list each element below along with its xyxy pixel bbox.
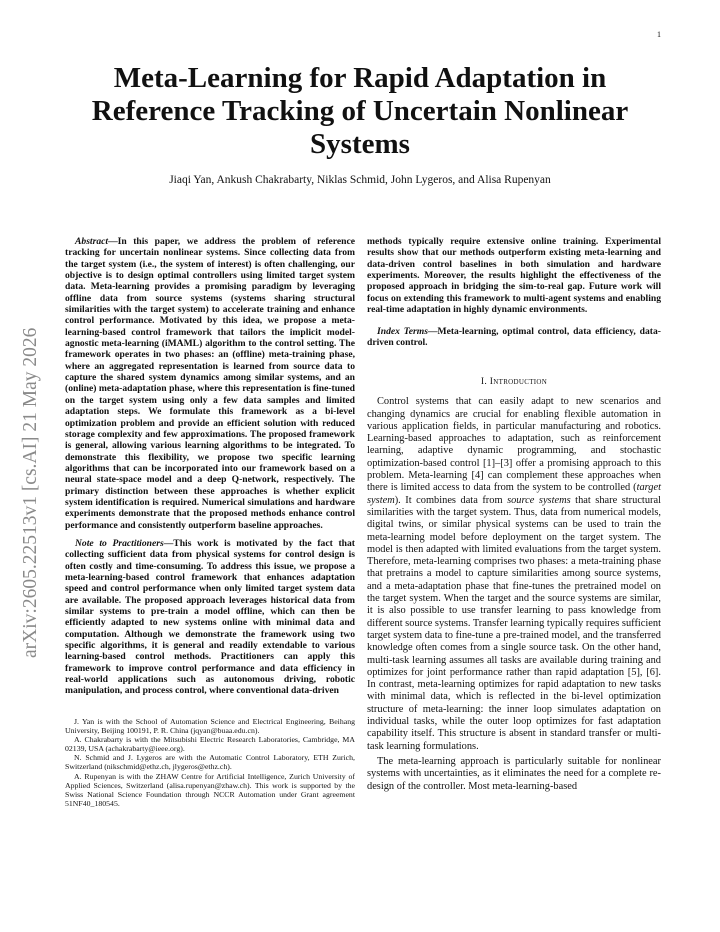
index-terms-text: —Meta-learning, optimal control, data efficiency, data-driven control. [367, 326, 661, 349]
arxiv-stamp: arXiv:2605.22513v1 [cs.AI] 21 May 2026 [20, 327, 41, 658]
footnote: N. Schmid and J. Lygeros are with the Automatic Control Laboratory, ETH Zurich, Switzerland (nikschmid@ethz.ch, jlygeros@ethz.ch). [65, 753, 355, 772]
introduction-section [367, 356, 661, 796]
page-number: 1 [657, 30, 661, 39]
index-terms-label: Index Terms [377, 326, 428, 337]
abstract-text: —In this paper, we address the problem of reference tracking for uncertain nonlinear systems. Since collecting data from the target system (i.e., the system of interest) is often challenging, our objective is to design optimal controllers using limited target system data. Meta-learning provides a promising paradigm by leveraging offline data from source systems (systems sharing structural similarities with the target system) to accelerate training and enhance control performance. Motivated by this idea, we propose a meta-learning-based control framework that tailors the implicit model-agnostic meta-learning (iMAML) algorithm to the control setting. The framework operates in two phases: an (offline) meta-training phase, where an aggregated representation is learned from source data to capture the shared system dynamics among similar systems, and an (online) meta-adaptation phase, where this representation is fine-tuned on the target system using only a few data samples and limited adaptation steps. We formulate this framework as a bi-level optimization problem and provide an efficient solution with reduced storage complexity and few approximations. The proposed framework is general, allowing various learning algorithms to be integrated. To demonstrate this flexibility, we propose two specific learning algorithms that can be incorporated into our framework based on a neural state-space model and a deep Q-network, respectively. The primary distinction between these approaches is whether explicit system identification is required. Numerical simulations and hardware experiments demonstrate that the proposed methods enhance control performance and consistently outperform baseline approaches. [65, 236, 355, 531]
paper-title: Meta-Learning for Rapid Adaptation in Reference Tracking of Uncertain Nonlinear Systems [91, 62, 629, 160]
abstract-label: Abstract [75, 236, 109, 247]
index-terms [367, 326, 661, 349]
note-text-continued: methods typically require extensive online training. Experimental results show that our methods outperform existing meta-learning and data-driven control baselines in both simulation and hardware experiments. Moreover, the results highlight the effectiveness of the proposed approach in bridging the sim-to-real gap. Future work will focus on extending this framework to multi-agent systems and enabling real-time adaptation in highly dynamic environments. [367, 236, 661, 316]
index-terms-block [367, 326, 661, 356]
abstract [65, 236, 355, 531]
intro-paragraph-1 [367, 396, 661, 753]
arxiv-stamp-container [20, 258, 50, 658]
intro-text: ). It combines data from [394, 494, 508, 506]
intro-text: that share structural similarities with the target system. Thus, data from numerical models, digital twins, or similar physical systems can be used to train the meta-learning model before deployment on the target system. The model is then adapted with limited evaluations from the target system. Therefore, meta-learning comprises two phases: a meta-training phase that pretrains a model to capture similarities among source systems, and a meta-adaptation phase that fine-tunes the pretrained model on the target system. When the target and the source systems are similar, it is also possible to use transfer learning to pass knowledge from different source systems. Transfer learning typically requires sufficient target system data to fine-tune a pre-trained model, and the transferred knowledge often comes from a single source task. On the other hand, multi-task learning assumes all tasks are available during training and optimizes for joint performance rather than rapid adaptation [5], [6]. In contrast, meta-learning optimizes for rapid adaptation to new tasks with minimal data, which is reflected in the bi-level optimization structure of meta-learning: the inner loop simulates adaptation on individual tasks, while the outer loop optimizes for fast adaptation capability itself. This structure is absent in standard transfer or multi-task learning formulations. [367, 494, 661, 752]
intro-emphasis: target system [367, 482, 661, 506]
author-list: Jiaqi Yan, Ankush Chakrabarty, Niklas Schmid, John Lygeros, and Alisa Rupenyan [169, 174, 551, 186]
note-label: Note to Practitioners [75, 537, 164, 549]
intro-text: Control systems that can easily adapt to new scenarios and changing dynamics are crucial for enabling flexible automation in various application fields, in particular manufacturing and robotics. Learning-based approaches to adaptation, such as reinforcement learning, adaptive dynamic programming, and stochastic optimization-based control [1]–[3] offer a promising approach to this problem. Meta-learning [4] can complement these approaches when there is limited access to data from the system to be controlled ( [367, 396, 661, 494]
section-heading: I. Introduction [480, 376, 548, 387]
left-column [65, 236, 355, 706]
intro-paragraph-2: The meta-learning approach is particularly suitable for nonlinear systems with uncertainties, as it eliminates the need for a complete re-design of the controller. Most meta-learning-based [367, 755, 661, 792]
note-text: —This work is motivated by the fact that collecting sufficient data from physical systems for control design is often costly and time-consuming. To address this issue, we propose a meta-learning-based control framework that enhances adaptation speed and control performance when only limited target system data are available. The proposed approach leverages historical data from similar systems to pre-train a model offline, which can then be efficiently adapted to new systems online with minimal data and computation. Although we demonstrate the framework using two specific algorithms, it is general and readily extendable to various learning-based control methods. Practitioners can apply this framework to improve control performance and data efficiency in real-world applications such as autonomous driving, robotic manipulation, and process control, where conventional data-driven [65, 537, 355, 697]
footnote: A. Rupenyan is with the ZHAW Centre for Artificial Intelligence, Zurich University of Applied Sciences, Switzerland (alisa.rupenyan@zhaw.ch). This work is supported by the Swiss National Science Foundation through NCCR Automation under Grant agreement 51NF40_180545. [65, 771, 355, 808]
footnote: J. Yan is with the School of Automation Science and Electrical Engineering, Beihang University, Beijing 100191, P. R. China (jqyan@buaa.edu.cn). [65, 717, 355, 736]
footnotes [65, 717, 355, 808]
note-continuation [367, 236, 661, 318]
note-to-practitioners [65, 538, 355, 697]
intro-emphasis: source systems [507, 494, 571, 506]
footnote: A. Chakrabarty is with the Mitsubishi Electric Research Laboratories, Cambridge, MA 02139, USA (achakrabarty@ieee.org). [65, 735, 355, 754]
right-column [367, 236, 661, 318]
